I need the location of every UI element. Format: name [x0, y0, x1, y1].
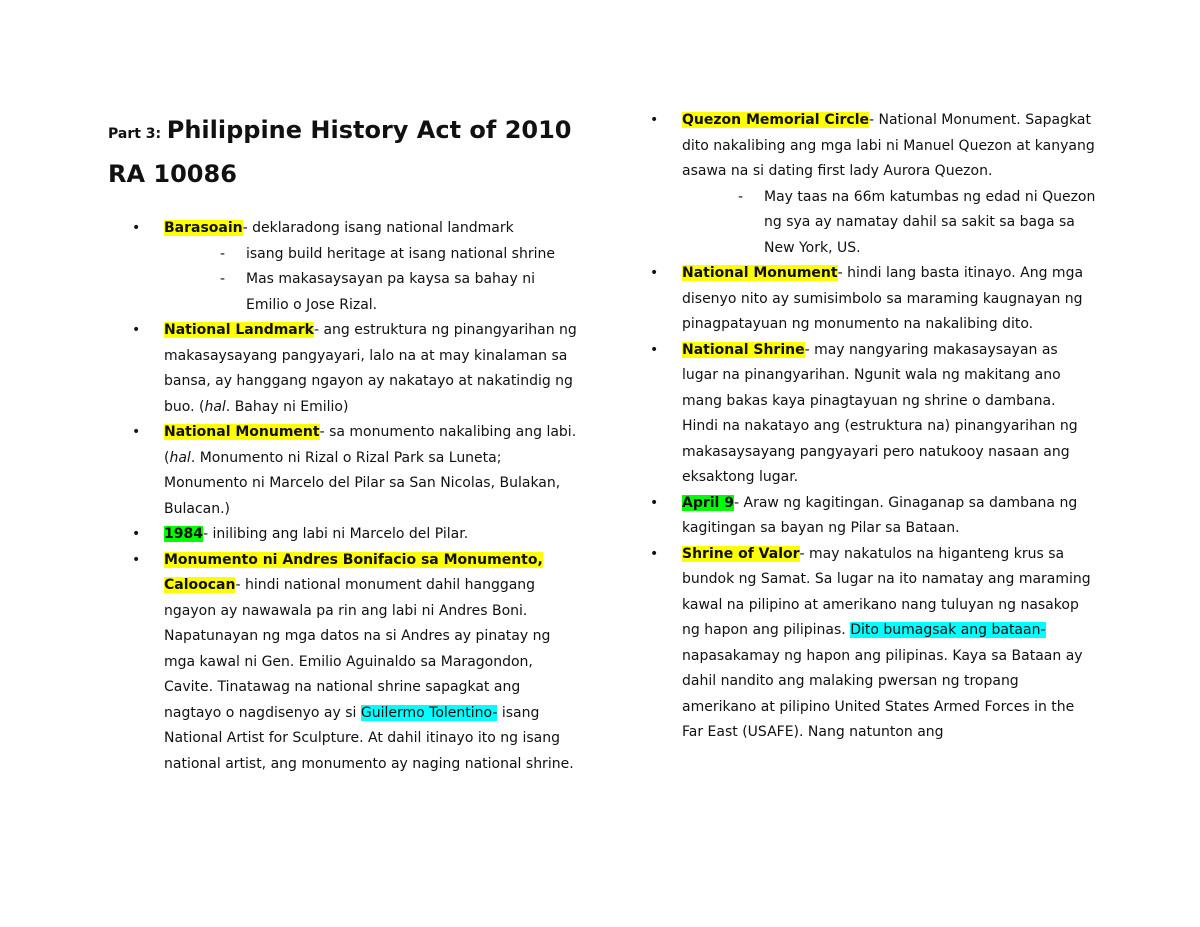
- right-bullet-list: [626, 108, 1096, 746]
- list-item-quezon-memorial: [626, 108, 1096, 261]
- term-1984: 1984: [164, 526, 203, 542]
- part-label: Part 3:: [108, 126, 162, 142]
- term-dito-bumagsak: Dito bumagsak ang bataan-: [850, 622, 1046, 638]
- term-national-monument: National Monument: [682, 265, 838, 281]
- left-bullet-list: [108, 216, 578, 777]
- desc-quezon-memorial: - National Monument. Sapagkat dito nakalibing ang mga labi ni Manuel Quezon at kanyang asawa na si dating first lady Aurora Quezon.: [682, 112, 1095, 179]
- desc-shrine-of-valor-2: napasakamay ng hapon ang pilipinas. Kaya sa Bataan ay dahil nandito ang malaking pwersan ng tropang amerikano at pilipino United States Armed Forces in the Far East (USAFE). Nang natunton ang: [682, 647, 1083, 740]
- sublist-barasoain: [164, 242, 578, 319]
- list-item-1984: [108, 522, 578, 548]
- term-guilermo-tolentino: Guilermo Tolentino-: [360, 704, 498, 721]
- list-item-national-landmark: [108, 318, 578, 420]
- list-item-april-9: [626, 491, 1096, 542]
- list-item-shrine-of-valor: [626, 542, 1096, 746]
- desc-national-monument-2: . Monumento ni Rizal o Rizal Park sa Luneta; Monumento ni Marcelo del Pilar sa San Nicolas, Bulakan, Bulacan.): [164, 449, 561, 517]
- term-bonifacio-monument: Monumento ni Andres Bonifacio sa Monumento, Caloocan: [164, 551, 543, 593]
- title-law-number: RA 10086: [108, 160, 237, 188]
- desc-national-shrine: - may nangyaring makasaysayan as lugar na pinangyarihan. Ngunit wala ng makitang ano mang bakas kaya pinagtayuan ng shrine o dambana. Hindi na nakatayo ang (estruktura na) pinangyarihan ng makasaysayang pangyayari pero natukooy nasaan ang eksaktong lugar.: [682, 341, 1078, 485]
- desc-shrine-of-valor: - may nakatulos na higanteng krus sa bundok ng Samat. Sa lugar na ito namatay ang maraming kawal na pilipino at amerikano nang tuluyan ng nasakop ng hapon ang pilipinas.: [682, 545, 1091, 638]
- list-item-bonifacio-monument: [108, 548, 578, 778]
- page-title: [108, 108, 578, 152]
- desc-bonifacio-monument: - hindi national monument dahil hanggang ngayon ay nawawala pa rin ang labi ni Andres Boni. Napatunayan ng mga datos na si Andres ay pinatay ng mga kawal ni Gen. Emilio Aguinaldo sa Maragondon, Cavite. Tinatawag na national shrine sapagkat ang nagtayo o nagdisenyo ay si: [164, 577, 551, 721]
- term-national-shrine: National Shrine: [682, 341, 805, 358]
- desc-1984: - inilibing ang labi ni Marcelo del Pilar.: [202, 526, 469, 542]
- desc-national-monument: - hindi lang basta itinayo. Ang mga disenyo nito ay sumisimbolo sa maraming kaugnayan ng pinagpatayuan ng monumento na nakalibing dito.: [682, 265, 1084, 332]
- sub-item: - isang build heritage at isang national shrine: [164, 242, 578, 268]
- desc-national-landmark: - ang estruktura ng pinangyarihan ng makasaysayang pangyayari, lalo na at may kinalaman sa bansa, ay hanggang ngayon ay nakatayo at nakatindig ng buo. (: [164, 322, 577, 415]
- desc-april-9: - Araw ng kagitingan. Ginaganap sa dambana ng kagitingan sa bayan ng Pilar sa Bataan.: [682, 494, 1078, 536]
- desc-bonifacio-monument-2: isang National Artist for Sculpture. At dahil itinayo ito ng isang national artist, ang monumento ay naging national shrine.: [164, 704, 574, 772]
- term-quezon-memorial: Quezon Memorial Circle: [682, 112, 869, 128]
- term-april-9: April 9: [682, 494, 734, 511]
- hal-abbrev: hal: [169, 449, 191, 466]
- term-national-landmark: National Landmark: [164, 322, 314, 338]
- sublist-quezon: [682, 185, 1096, 262]
- desc-barasoain: - deklaradong isang national landmark: [242, 220, 514, 236]
- desc-national-landmark-2: . Bahay ni Emilio): [225, 398, 349, 415]
- sub-item: - Mas makasaysayan pa kaysa sa bahay ni Emilio o Jose Rizal.: [164, 267, 578, 318]
- title-main: Philippine History Act of 2010: [166, 116, 572, 144]
- hal-abbrev: hal: [204, 398, 226, 415]
- term-national-monument: National Monument: [164, 424, 320, 440]
- left-column: [108, 108, 578, 777]
- list-item-national-monument: [108, 420, 578, 522]
- list-item-barasoain: [108, 216, 578, 318]
- term-barasoain: Barasoain: [164, 220, 243, 236]
- list-item-national-shrine: [626, 338, 1096, 491]
- sub-item: - May taas na 66m katumbas ng edad ni Quezon ng sya ay namatay dahil sa sakit sa baga sa New York, US.: [682, 185, 1096, 262]
- list-item-national-monument: [626, 261, 1096, 338]
- term-shrine-of-valor: Shrine of Valor: [682, 545, 800, 562]
- desc-national-monument: - sa monumento nakalibing ang labi. (: [164, 424, 577, 466]
- right-column: [626, 108, 1096, 746]
